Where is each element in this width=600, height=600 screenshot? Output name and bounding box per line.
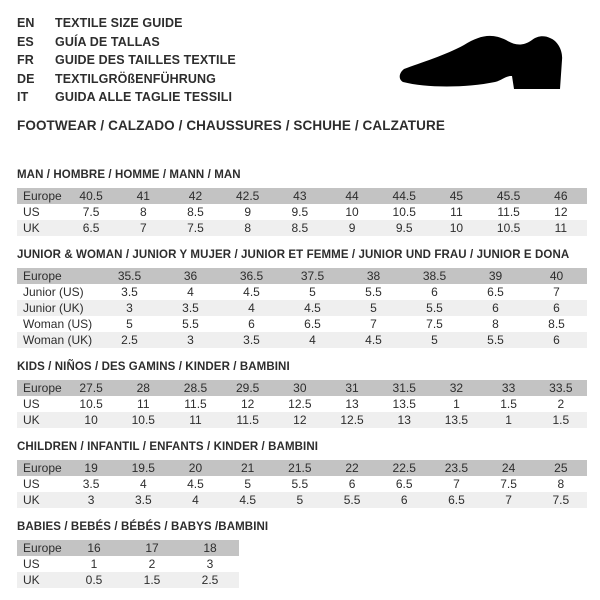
- size-table-section: [17, 249, 587, 348]
- size-cell: 6: [248, 316, 255, 331]
- size-cell: 8: [139, 204, 147, 219]
- size-cell: 29.5: [235, 380, 260, 395]
- row-label-cell: Europe: [23, 380, 62, 395]
- size-cell: 27.5: [79, 380, 103, 395]
- size-tables-container: [17, 169, 587, 588]
- size-cell: 6: [431, 284, 438, 299]
- size-cell: 2: [557, 396, 565, 411]
- size-cell: 7: [139, 220, 147, 235]
- size-cell: 8.5: [291, 220, 309, 235]
- table-row: [17, 204, 587, 220]
- size-cell: 3.5: [134, 492, 152, 507]
- size-cell: 5: [370, 300, 377, 315]
- language-guide-title: GUIDA ALLE TAGLIE TESSILI: [55, 90, 233, 104]
- size-cell: 9: [244, 204, 251, 219]
- size-cell: 4: [187, 284, 194, 299]
- size-cell: 36.5: [239, 268, 264, 283]
- table-header-row: [17, 188, 587, 204]
- size-cell: 35.5: [117, 268, 142, 283]
- size-cell: 11: [450, 204, 463, 219]
- size-cell: 44.5: [392, 188, 416, 203]
- size-cell: 38.5: [422, 268, 447, 283]
- size-cell: 21: [240, 460, 255, 475]
- size-cell: 9.5: [395, 220, 413, 235]
- size-cell: 12: [293, 412, 307, 427]
- language-code: EN: [17, 16, 35, 30]
- size-cell: 8.5: [548, 316, 565, 331]
- size-cell: 16: [87, 540, 101, 555]
- size-cell: 9: [348, 220, 356, 235]
- size-cell: 10.5: [131, 412, 155, 427]
- size-cell: 3.5: [243, 332, 260, 347]
- size-cell: 12: [554, 204, 568, 219]
- category-title: FOOTWEAR / CALZADO / CHAUSSURES / SCHUHE / CALZATURE: [17, 117, 445, 133]
- table-row: [17, 396, 587, 412]
- row-label-cell: US: [23, 556, 40, 571]
- row-label-cell: Woman (UK): [23, 332, 93, 347]
- table-row: [17, 556, 239, 572]
- table-row: [17, 316, 587, 332]
- size-cell: 0.5: [85, 572, 103, 587]
- size-cell: 38: [366, 268, 381, 283]
- size-cell: 5.5: [182, 316, 199, 331]
- size-cell: 5.5: [426, 300, 443, 315]
- table-title: CHILDREN / INFANTIL / ENFANTS / KINDER / BAMBINI: [17, 440, 319, 453]
- size-cell: 21.5: [288, 460, 312, 475]
- size-cell: 6: [400, 492, 408, 507]
- table-title: MAN / HOMBRE / HOMME / MANN / MAN: [17, 168, 241, 181]
- size-table-section: [17, 169, 587, 236]
- language-code: FR: [17, 53, 34, 67]
- size-cell: 10.5: [392, 204, 416, 219]
- row-label-cell: UK: [23, 572, 40, 587]
- size-cell: 33: [501, 380, 516, 395]
- size-cell: 1.5: [143, 572, 161, 587]
- row-label-cell: Woman (US): [23, 316, 93, 331]
- size-cell: 4.5: [243, 284, 260, 299]
- size-cell: 3.5: [121, 284, 138, 299]
- size-cell: 6.5: [487, 284, 504, 299]
- size-cell: 17: [145, 540, 159, 555]
- size-cell: 1.5: [500, 396, 517, 411]
- size-cell: 12.5: [288, 396, 312, 411]
- language-guide-title: GUIDE DES TAILLES TEXTILE: [55, 53, 236, 67]
- size-cell: 11: [189, 412, 202, 427]
- size-table: [17, 268, 587, 348]
- size-cell: 22: [345, 460, 359, 475]
- size-cell: 37.5: [300, 268, 325, 283]
- table-row: [17, 572, 239, 588]
- size-table: [17, 380, 587, 428]
- language-guide-title: GUÍA DE TALLAS: [55, 34, 160, 49]
- size-cell: 10: [84, 412, 98, 427]
- size-cell: 45: [449, 188, 464, 203]
- row-label-cell: Junior (UK): [23, 300, 84, 315]
- size-cell: 19.5: [131, 460, 155, 475]
- size-cell: 13.5: [444, 412, 469, 427]
- size-cell: 5: [126, 316, 133, 331]
- size-cell: 4: [192, 492, 199, 507]
- size-cell: 2: [148, 556, 156, 571]
- row-label-cell: Europe: [23, 460, 62, 475]
- size-cell: 1: [505, 412, 512, 427]
- size-cell: 10: [345, 204, 359, 219]
- size-cell: 19: [84, 460, 98, 475]
- size-cell: 5: [431, 332, 438, 347]
- size-cell: 4: [139, 476, 147, 491]
- size-cell: 12: [240, 396, 255, 411]
- size-table: [17, 540, 239, 588]
- size-cell: 4.5: [187, 476, 204, 491]
- table-header-row: [17, 540, 239, 556]
- size-cell: 11: [554, 220, 568, 235]
- table-row: [17, 300, 587, 316]
- size-cell: 30: [293, 380, 307, 395]
- size-cell: 5: [309, 284, 316, 299]
- size-cell: 3: [206, 556, 214, 571]
- row-label-cell: US: [23, 476, 40, 491]
- size-cell: 8: [244, 220, 251, 235]
- size-cell: 11.5: [236, 412, 259, 427]
- size-cell: 44: [345, 188, 359, 203]
- size-cell: 4: [248, 300, 255, 315]
- size-cell: 3.5: [82, 476, 100, 491]
- size-cell: 7: [453, 476, 460, 491]
- row-label-cell: UK: [23, 492, 40, 507]
- size-cell: 5.5: [343, 492, 361, 507]
- size-cell: 4.5: [304, 300, 321, 315]
- size-cell: 7.5: [552, 492, 570, 507]
- size-cell: 6.5: [82, 220, 100, 235]
- size-table: [17, 188, 587, 236]
- size-cell: 13: [397, 412, 411, 427]
- language-guide-title: TEXTILE SIZE GUIDE: [55, 16, 183, 30]
- size-cell: 31: [345, 380, 359, 395]
- size-cell: 5.5: [291, 476, 309, 491]
- size-cell: 2.5: [121, 332, 138, 347]
- size-cell: 4: [309, 332, 316, 347]
- table-row: [17, 476, 587, 492]
- size-table-section: [17, 441, 587, 508]
- size-cell: 8.5: [187, 204, 204, 219]
- row-label-cell: US: [23, 204, 40, 219]
- size-cell: 10.5: [79, 396, 103, 411]
- size-cell: 33.5: [549, 380, 573, 395]
- size-cell: 6: [553, 300, 560, 315]
- row-label-cell: UK: [23, 220, 40, 235]
- table-row: [17, 412, 587, 428]
- size-cell: 5: [296, 492, 304, 507]
- size-cell: 10: [449, 220, 464, 235]
- size-cell: 22.5: [392, 460, 416, 475]
- size-cell: 7.5: [500, 476, 517, 491]
- size-cell: 12.5: [340, 412, 364, 427]
- language-code: DE: [17, 71, 35, 86]
- language-code: ES: [17, 34, 34, 49]
- language-row-en: [17, 14, 587, 33]
- size-cell: 43: [293, 188, 307, 203]
- row-label-cell: Europe: [23, 188, 62, 203]
- size-cell: 18: [203, 540, 217, 555]
- size-cell: 6: [492, 300, 499, 315]
- size-cell: 7.5: [187, 220, 204, 235]
- table-header-row: [17, 380, 587, 396]
- size-cell: 42.5: [235, 188, 260, 203]
- size-cell: 6.5: [395, 476, 413, 491]
- size-cell: 3.5: [182, 300, 199, 315]
- size-cell: 7.5: [82, 204, 100, 219]
- size-cell: 11.5: [184, 396, 207, 411]
- table-title: KIDS / NIÑOS / DES GAMINS / KINDER / BAMBINI: [17, 360, 290, 373]
- size-cell: 41: [136, 188, 150, 203]
- table-row: [17, 220, 587, 236]
- size-cell: 1: [453, 396, 460, 411]
- size-table: [17, 460, 587, 508]
- size-table-section: [17, 361, 587, 428]
- size-cell: 20: [188, 460, 203, 475]
- size-cell: 11.5: [497, 204, 520, 219]
- size-cell: 13: [345, 396, 359, 411]
- size-cell: 7: [553, 284, 560, 299]
- size-cell: 7: [370, 316, 377, 331]
- size-cell: 28.5: [183, 380, 208, 395]
- size-cell: 10.5: [496, 220, 521, 235]
- size-cell: 2.5: [201, 572, 219, 587]
- table-header-row: [17, 268, 587, 284]
- table-row: [17, 332, 587, 348]
- size-cell: 23.5: [444, 460, 469, 475]
- size-cell: 7: [505, 492, 512, 507]
- size-cell: 3: [187, 332, 194, 347]
- size-cell: 6.5: [448, 492, 465, 507]
- size-cell: 32: [449, 380, 464, 395]
- size-cell: 28: [136, 380, 150, 395]
- table-header-row: [17, 460, 587, 476]
- table-row: [17, 284, 587, 300]
- row-label-cell: Europe: [23, 540, 62, 555]
- language-code: IT: [17, 90, 29, 104]
- size-cell: 7.5: [426, 316, 443, 331]
- row-label-cell: US: [23, 396, 40, 411]
- size-cell: 4.5: [239, 492, 256, 507]
- size-cell: 1.5: [552, 412, 570, 427]
- language-guide-title: TEXTILGRÖßENFÜHRUNG: [55, 71, 216, 86]
- size-cell: 3: [126, 300, 133, 315]
- size-cell: 1: [90, 556, 98, 571]
- size-cell: 5.5: [365, 284, 382, 299]
- size-cell: 6.5: [304, 316, 321, 331]
- size-cell: 8: [557, 476, 565, 491]
- size-cell: 25: [554, 460, 568, 475]
- size-cell: 40.5: [79, 188, 103, 203]
- size-cell: 11: [137, 396, 150, 411]
- dress-shoe-icon: [398, 32, 576, 94]
- row-label-cell: UK: [23, 412, 40, 427]
- size-cell: 40: [549, 268, 564, 283]
- table-row: [17, 492, 587, 508]
- size-cell: 42: [188, 188, 203, 203]
- size-cell: 36: [183, 268, 198, 283]
- table-title: BABIES / BEBÉS / BÉBÉS / BABYS /BAMBINI: [17, 520, 269, 533]
- size-cell: 5: [244, 476, 251, 491]
- row-label-cell: Junior (US): [23, 284, 84, 299]
- row-label-cell: Europe: [23, 268, 62, 283]
- table-title: JUNIOR & WOMAN / JUNIOR Y MUJER / JUNIOR ET FEMME / JUNIOR UND FRAU / JUNIOR E DONA: [17, 248, 570, 261]
- size-cell: 45.5: [496, 188, 521, 203]
- size-table-section: [17, 521, 587, 588]
- size-cell: 8: [492, 316, 499, 331]
- size-cell: 4.5: [365, 332, 382, 347]
- size-cell: 6: [348, 476, 356, 491]
- size-cell: 31.5: [392, 380, 416, 395]
- size-cell: 5.5: [487, 332, 504, 347]
- size-cell: 9.5: [291, 204, 309, 219]
- size-cell: 39: [488, 268, 503, 283]
- size-cell: 46: [554, 188, 568, 203]
- size-cell: 3: [87, 492, 95, 507]
- size-cell: 24: [501, 460, 516, 475]
- size-cell: 6: [553, 332, 560, 347]
- size-cell: 13.5: [392, 396, 416, 411]
